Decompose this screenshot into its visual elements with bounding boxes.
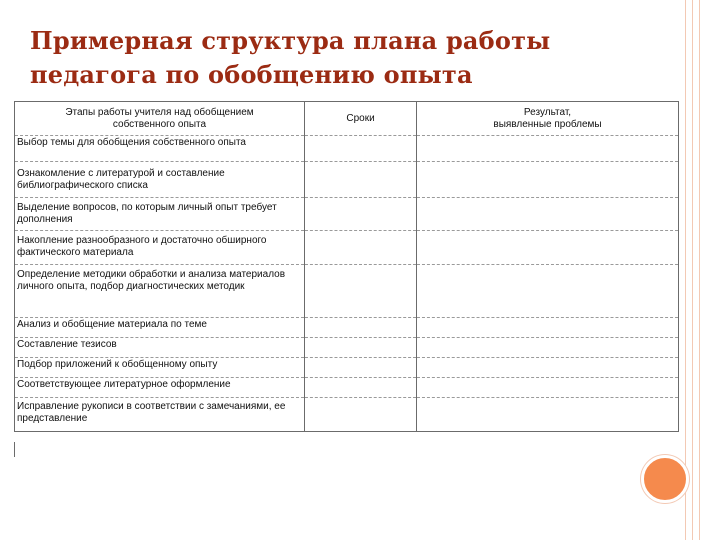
result-cell — [417, 378, 679, 398]
decor-line-right — [699, 0, 700, 540]
stage-cell: Определение методики обработки и анализа материалов личного опыта, подбор диагностических методик — [15, 265, 305, 318]
stage-cell: Соответствующее литературное оформление — [15, 378, 305, 398]
header-stages-line-2: собственного опыта — [112, 118, 207, 130]
stage-cell: Составление тезисов — [15, 338, 305, 358]
stage-cell: Ознакомление с литературой и составление библиографического списка — [15, 162, 305, 198]
header-stages — [15, 102, 305, 136]
stage-cell: Анализ и обобщение материала по теме — [15, 318, 305, 338]
header-result-line-2: выявленные проблемы — [493, 118, 602, 130]
header-result-line-1: Результат, — [523, 106, 572, 118]
slide-title — [30, 24, 630, 92]
table-row — [15, 198, 679, 231]
header-stages-line-1: Этапы работы учителя над обобщением — [65, 106, 254, 118]
result-cell — [417, 398, 679, 432]
result-cell — [417, 162, 679, 198]
result-cell — [417, 338, 679, 358]
table-row — [15, 136, 679, 162]
result-cell — [417, 265, 679, 318]
table-left-edge — [14, 442, 15, 457]
table-row — [15, 338, 679, 358]
slide-title-line-1: Примерная структура плана работы — [30, 26, 551, 55]
header-terms-line-2: Сроки — [346, 112, 375, 124]
stage-cell: Выбор темы для обобщения собственного опыта — [15, 136, 305, 162]
header-result — [417, 102, 679, 136]
stage-cell: Выделение вопросов, по которым личный опыт требует дополнения — [15, 198, 305, 231]
stage-cell: Подбор приложений к обобщенному опыту — [15, 358, 305, 378]
result-cell — [417, 198, 679, 231]
decor-circle — [641, 455, 689, 503]
result-cell — [417, 358, 679, 378]
term-cell — [305, 198, 417, 231]
table-header-row — [15, 102, 679, 136]
table-row — [15, 318, 679, 338]
stage-cell: Исправление рукописи в соответствии с замечаниями, ее представление — [15, 398, 305, 432]
stage-cell: Накопление разнообразного и достаточно обширного фактического материала — [15, 231, 305, 265]
table-row — [15, 378, 679, 398]
result-cell — [417, 231, 679, 265]
table-row — [15, 358, 679, 378]
term-cell — [305, 318, 417, 338]
term-cell — [305, 231, 417, 265]
slide-title-line-2: педагога по обобщению опыта — [30, 60, 473, 89]
table-row — [15, 265, 679, 318]
term-cell — [305, 136, 417, 162]
term-cell — [305, 162, 417, 198]
plan-table — [14, 101, 679, 432]
decor-line-middle — [692, 0, 693, 540]
table-row — [15, 231, 679, 265]
header-terms — [305, 102, 417, 136]
term-cell — [305, 338, 417, 358]
table-row — [15, 162, 679, 198]
table-row — [15, 398, 679, 432]
term-cell — [305, 398, 417, 432]
decor-line-left — [685, 0, 686, 540]
result-cell — [417, 136, 679, 162]
term-cell — [305, 358, 417, 378]
term-cell — [305, 265, 417, 318]
term-cell — [305, 378, 417, 398]
result-cell — [417, 318, 679, 338]
